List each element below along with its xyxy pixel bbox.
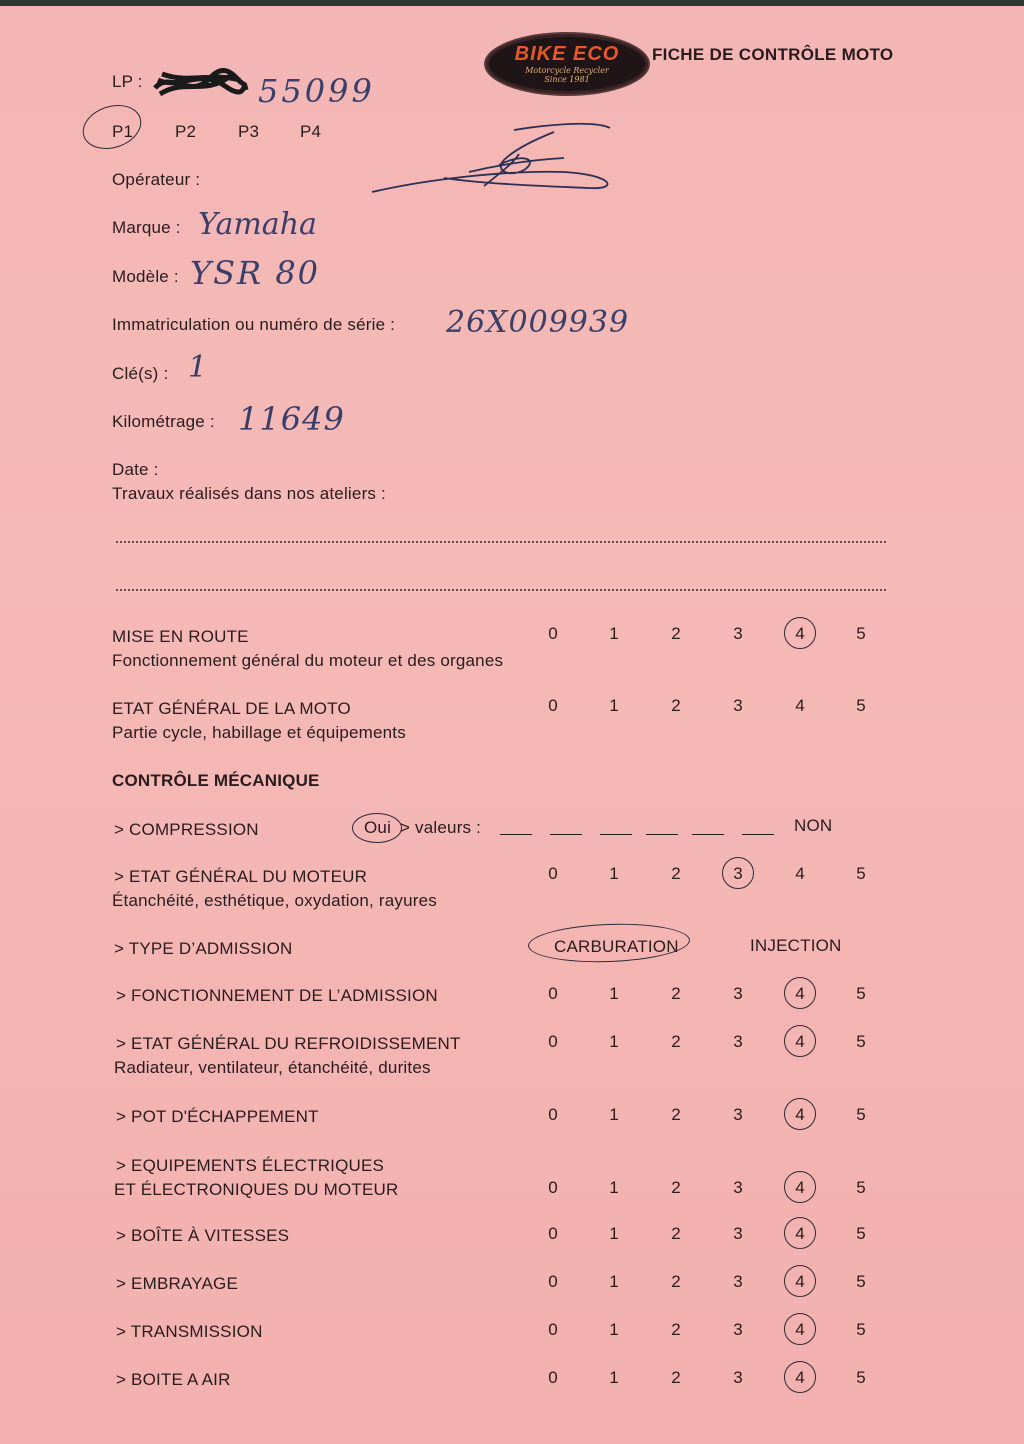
- admission-fonctionnement-score-1[interactable]: 1: [609, 984, 619, 1003]
- equipements-electriques-subtitle: ET ÉLECTRONIQUES DU MOTEUR: [114, 1180, 399, 1199]
- refroidissement-score-2[interactable]: 2: [671, 1032, 681, 1051]
- pot-echappement-score-0[interactable]: 0: [548, 1105, 558, 1124]
- mise-en-route-score-4[interactable]: 4: [795, 624, 805, 643]
- etat-moto-score-2[interactable]: 2: [671, 696, 681, 715]
- boite-vitesses-title: > BOÎTE À VITESSES: [116, 1226, 290, 1245]
- embrayage-score-3[interactable]: 3: [733, 1272, 743, 1291]
- admission-fonctionnement-title: > FONCTIONNEMENT DE L’ADMISSION: [116, 986, 438, 1005]
- refroidissement-subtitle: Radiateur, ventilateur, étanchéité, durites: [114, 1058, 431, 1077]
- kilometrage-value: 11649: [238, 400, 345, 438]
- operator-signature: [364, 120, 624, 200]
- equipements-electriques-score-5[interactable]: 5: [856, 1178, 866, 1197]
- immatriculation-value: 26X009939: [446, 305, 630, 340]
- etat-moteur-selected-circle-mark: [722, 857, 754, 889]
- boite-vitesses-score-5[interactable]: 5: [856, 1224, 866, 1243]
- marque-label: Marque :: [112, 218, 181, 237]
- carburation-option[interactable]: CARBURATION: [554, 937, 679, 956]
- modele-value: YSR 80: [190, 254, 321, 292]
- carburation-circle-mark: [527, 921, 690, 965]
- cles-value: 1: [188, 350, 208, 385]
- equipements-electriques-score-3[interactable]: 3: [733, 1178, 743, 1197]
- form-title: FICHE DE CONTRÔLE MOTO: [652, 45, 894, 64]
- boite-vitesses-score-2[interactable]: 2: [671, 1224, 681, 1243]
- etat-moteur-subtitle: Étanchéité, esthétique, oxydation, rayures: [112, 891, 437, 910]
- valeur-blank-3[interactable]: [600, 834, 632, 835]
- position-p3[interactable]: P3: [238, 122, 260, 141]
- marque-value: Yamaha: [198, 207, 317, 242]
- kilometrage-label: Kilométrage :: [112, 412, 215, 431]
- injection-option[interactable]: INJECTION: [750, 936, 842, 955]
- embrayage-score-2[interactable]: 2: [671, 1272, 681, 1291]
- modele-label: Modèle :: [112, 267, 179, 286]
- lp-label: LP :: [112, 72, 143, 91]
- refroidissement-score-1[interactable]: 1: [609, 1032, 619, 1051]
- etat-moto-score-4[interactable]: 4: [795, 696, 805, 715]
- boite-air-score-4[interactable]: 4: [795, 1368, 805, 1387]
- boite-vitesses-score-3[interactable]: 3: [733, 1224, 743, 1243]
- transmission-title: > TRANSMISSION: [116, 1322, 263, 1341]
- valeur-blank-4[interactable]: [646, 834, 678, 835]
- refroidissement-score-5[interactable]: 5: [856, 1032, 866, 1051]
- etat-moto-subtitle: Partie cycle, habillage et équipements: [112, 723, 406, 742]
- compression-non[interactable]: NON: [794, 816, 833, 835]
- cles-label: Clé(s) :: [112, 364, 169, 383]
- equipements-electriques-score-4[interactable]: 4: [795, 1178, 805, 1197]
- travaux-line-1[interactable]: [116, 541, 886, 543]
- pot-echappement-score-4[interactable]: 4: [795, 1105, 805, 1124]
- refroidissement-score-3[interactable]: 3: [733, 1032, 743, 1051]
- equipements-electriques-score-0[interactable]: 0: [548, 1178, 558, 1197]
- etat-moto-score-1[interactable]: 1: [609, 696, 619, 715]
- boite-air-score-5[interactable]: 5: [856, 1368, 866, 1387]
- boite-air-score-2[interactable]: 2: [671, 1368, 681, 1387]
- mise-en-route-score-0[interactable]: 0: [548, 624, 558, 643]
- travaux-label: Travaux réalisés dans nos ateliers :: [112, 484, 386, 503]
- admission-fonctionnement-score-3[interactable]: 3: [733, 984, 743, 1003]
- transmission-selected-circle-mark: [784, 1313, 816, 1345]
- compression-valeurs-label: > valeurs :: [400, 818, 482, 837]
- admission-fonctionnement-score-4[interactable]: 4: [795, 984, 805, 1003]
- logo-since: Since 1981: [544, 75, 590, 84]
- p1-circle-mark: [77, 98, 147, 156]
- mise-en-route-title: MISE EN ROUTE: [112, 627, 249, 646]
- logo-text: BIKE ECO: [514, 43, 620, 65]
- position-p4[interactable]: P4: [300, 122, 322, 141]
- lp-value: 55099: [258, 72, 375, 110]
- embrayage-score-1[interactable]: 1: [609, 1272, 619, 1291]
- mise-en-route-selected-circle-mark: [784, 617, 816, 649]
- boite-air-score-1[interactable]: 1: [609, 1368, 619, 1387]
- refroidissement-selected-circle-mark: [784, 1025, 816, 1057]
- compression-oui[interactable]: Oui: [364, 818, 392, 837]
- oui-circle-mark: [352, 813, 402, 843]
- refroidissement-score-0[interactable]: 0: [548, 1032, 558, 1051]
- embrayage-title: > EMBRAYAGE: [116, 1274, 239, 1293]
- etat-moteur-score-3[interactable]: 3: [733, 864, 743, 883]
- boite-vitesses-score-0[interactable]: 0: [548, 1224, 558, 1243]
- valeur-blank-5[interactable]: [692, 834, 724, 835]
- boite-air-selected-circle-mark: [784, 1361, 816, 1393]
- position-p1[interactable]: P1: [112, 122, 134, 141]
- equipements-electriques-selected-circle-mark: [784, 1171, 816, 1203]
- mise-en-route-score-5[interactable]: 5: [856, 624, 866, 643]
- transmission-score-2[interactable]: 2: [671, 1320, 681, 1339]
- etat-moteur-title: > ETAT GÉNÉRAL DU MOTEUR: [114, 867, 368, 886]
- pot-echappement-selected-circle-mark: [784, 1098, 816, 1130]
- etat-moteur-score-5[interactable]: 5: [856, 864, 866, 883]
- compression-label: > COMPRESSION: [114, 820, 259, 839]
- top-edge: [0, 0, 1024, 6]
- etat-moto-score-0[interactable]: 0: [548, 696, 558, 715]
- refroidissement-title: > ETAT GÉNÉRAL DU REFROIDISSEMENT: [116, 1034, 461, 1053]
- etat-moto-title: ETAT GÉNÉRAL DE LA MOTO: [112, 699, 351, 718]
- pot-echappement-score-5[interactable]: 5: [856, 1105, 866, 1124]
- pot-echappement-score-1[interactable]: 1: [609, 1105, 619, 1124]
- valeur-blank-6[interactable]: [742, 834, 774, 835]
- embrayage-score-4[interactable]: 4: [795, 1272, 805, 1291]
- boite-vitesses-score-1[interactable]: 1: [609, 1224, 619, 1243]
- boite-vitesses-selected-circle-mark: [784, 1217, 816, 1249]
- pot-echappement-title: > POT D'ÉCHAPPEMENT: [116, 1107, 319, 1126]
- boite-air-score-3[interactable]: 3: [733, 1368, 743, 1387]
- travaux-line-2[interactable]: [116, 589, 886, 591]
- valeur-blank-2[interactable]: [550, 834, 582, 835]
- pot-echappement-score-3[interactable]: 3: [733, 1105, 743, 1124]
- transmission-score-0[interactable]: 0: [548, 1320, 558, 1339]
- admission-fonctionnement-selected-circle-mark: [784, 977, 816, 1009]
- etat-moteur-score-2[interactable]: 2: [671, 864, 681, 883]
- etat-moteur-score-0[interactable]: 0: [548, 864, 558, 883]
- transmission-score-1[interactable]: 1: [609, 1320, 619, 1339]
- equipements-electriques-title: > EQUIPEMENTS ÉLECTRIQUES: [116, 1156, 385, 1175]
- mise-en-route-score-3[interactable]: 3: [733, 624, 743, 643]
- redacted-scribble-icon: [150, 60, 250, 104]
- etat-moto-score-5[interactable]: 5: [856, 696, 866, 715]
- etat-moteur-score-1[interactable]: 1: [609, 864, 619, 883]
- bike-eco-logo: [484, 32, 650, 96]
- transmission-score-5[interactable]: 5: [856, 1320, 866, 1339]
- boite-air-title: > BOITE A AIR: [116, 1370, 231, 1389]
- etat-moto-score-3[interactable]: 3: [733, 696, 743, 715]
- transmission-score-3[interactable]: 3: [733, 1320, 743, 1339]
- embrayage-score-0[interactable]: 0: [548, 1272, 558, 1291]
- pot-echappement-score-2[interactable]: 2: [671, 1105, 681, 1124]
- admission-fonctionnement-score-0[interactable]: 0: [548, 984, 558, 1003]
- mise-en-route-score-2[interactable]: 2: [671, 624, 681, 643]
- etat-moteur-score-4[interactable]: 4: [795, 864, 805, 883]
- boite-vitesses-score-4[interactable]: 4: [795, 1224, 805, 1243]
- equipements-electriques-score-1[interactable]: 1: [609, 1178, 619, 1197]
- refroidissement-score-4[interactable]: 4: [795, 1032, 805, 1051]
- mise-en-route-score-1[interactable]: 1: [609, 624, 619, 643]
- date-label: Date :: [112, 460, 159, 479]
- position-p2[interactable]: P2: [175, 122, 197, 141]
- transmission-score-4[interactable]: 4: [795, 1320, 805, 1339]
- type-admission-label: > TYPE D’ADMISSION: [114, 939, 293, 958]
- embrayage-selected-circle-mark: [784, 1265, 816, 1297]
- operateur-label: Opérateur :: [112, 170, 201, 189]
- equipements-electriques-score-2[interactable]: 2: [671, 1178, 681, 1197]
- admission-fonctionnement-score-2[interactable]: 2: [671, 984, 681, 1003]
- controle-mecanique-heading: CONTRÔLE MÉCANIQUE: [112, 771, 320, 790]
- embrayage-score-5[interactable]: 5: [856, 1272, 866, 1291]
- valeur-blank-1[interactable]: [500, 834, 532, 835]
- mise-en-route-subtitle: Fonctionnement général du moteur et des organes: [112, 651, 504, 670]
- admission-fonctionnement-score-5[interactable]: 5: [856, 984, 866, 1003]
- immatriculation-label: Immatriculation ou numéro de série :: [112, 315, 396, 334]
- boite-air-score-0[interactable]: 0: [548, 1368, 558, 1387]
- logo-tagline: Motorcycle Recycler: [525, 66, 609, 75]
